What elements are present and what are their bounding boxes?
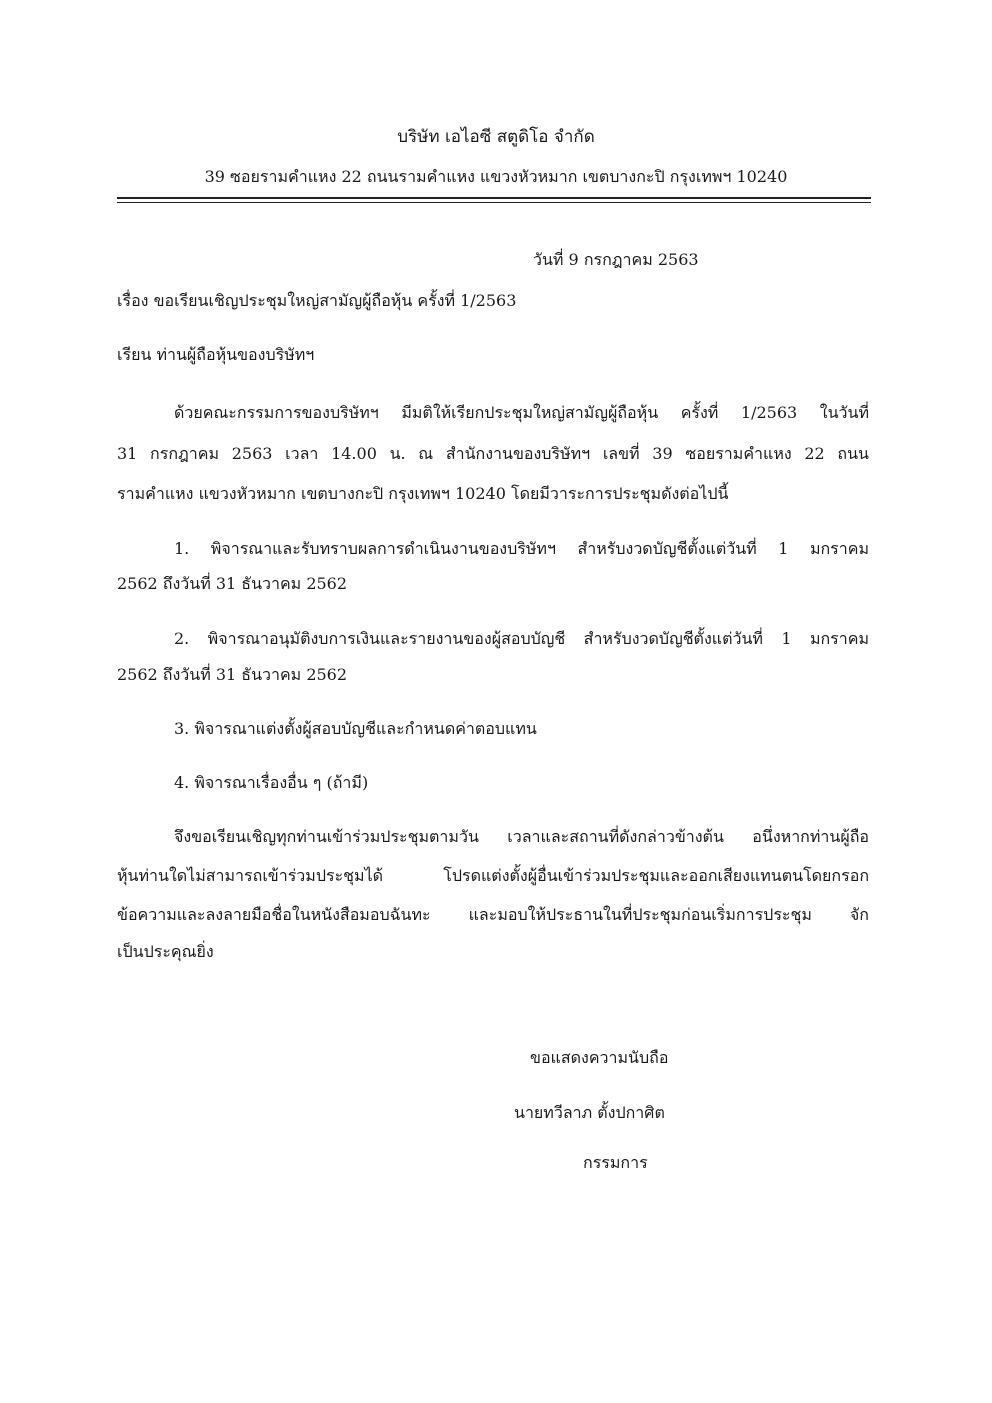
letter-salutation: เรียน ท่านผู้ถือหุ้นของบริษัทฯ — [117, 345, 315, 364]
signature-name: นายทวีลาภ ตั้งปกาศิต — [514, 1103, 665, 1122]
closing-line-2: หุ้นท่านใดไม่สามารถเข้าร่วมประชุมได้ โปรดแต่งตั้งผู้อื่นเข้าร่วมประชุมและออกเสียงแทนตนโดยกรอก — [117, 866, 869, 885]
agenda-item-2-line-1: 2. พิจารณาอนุมัติงบการเงินและรายงานของผู้สอบบัญชี สำหรับงวดบัญชีตั้งแต่วันที่ 1 มกราคม — [174, 629, 869, 648]
header-divider-thick — [117, 197, 871, 199]
intro-line-3: รามคำแหง แขวงหัวหมาก เขตบางกะปิ กรุงเทพฯ 10240 โดยมีวาระการประชุมดังต่อไปนี้ — [117, 484, 729, 503]
header-divider-thin — [117, 202, 871, 203]
agenda-item-2-line-2: 2562 ถึงวันที่ 31 ธันวาคม 2562 — [117, 665, 348, 684]
closing-line-1: จึงขอเรียนเชิญทุกท่านเข้าร่วมประชุมตามวัน เวลาและสถานที่ดังกล่าวข้างต้น อนึ่งหากท่านผู้ถือ — [174, 827, 869, 846]
closing-line-3: ข้อความและลงลายมือชื่อในหนังสือมอบฉันทะ และมอบให้ประธานในที่ประชุมก่อนเริ่มการประชุม จัก — [117, 905, 869, 924]
letter-subject: เรื่อง ขอเรียนเชิญประชุมใหญ่สามัญผู้ถือหุ้น ครั้งที่ 1/2563 — [117, 291, 517, 310]
agenda-item-1-line-2: 2562 ถึงวันที่ 31 ธันวาคม 2562 — [117, 574, 348, 593]
intro-line-1: ด้วยคณะกรรมการของบริษัทฯ มีมติให้เรียกประชุมใหญ่สามัญผู้ถือหุ้น ครั้งที่ 1/2563 ในวันที่ — [174, 403, 869, 422]
agenda-item-4: 4. พิจารณาเรื่องอื่น ๆ (ถ้ามี) — [174, 773, 369, 792]
company-address: 39 ซอยรามคำแหง 22 ถนนรามคำแหง แขวงหัวหมาก เขตบางกะปิ กรุงเทพฯ 10240 — [204, 167, 788, 186]
agenda-item-1-line-1: 1. พิจารณาและรับทราบผลการดำเนินงานของบริษัทฯ สำหรับงวดบัญชีตั้งแต่วันที่ 1 มกราคม — [174, 539, 869, 558]
letter-date: วันที่ 9 กรกฎาคม 2563 — [533, 250, 699, 269]
closing-line-4: เป็นประคุณยิ่ง — [117, 942, 214, 961]
signature-regards: ขอแสดงความนับถือ — [530, 1048, 669, 1067]
signature-title: กรรมการ — [583, 1153, 648, 1172]
company-name: บริษัท เอไอซี สตูดิโอ จำกัด — [397, 127, 595, 147]
agenda-item-3: 3. พิจารณาแต่งตั้งผู้สอบบัญชีและกำหนดค่าตอบแทน — [174, 719, 537, 738]
intro-line-2: 31 กรกฎาคม 2563 เวลา 14.00 น. ณ สำนักงานของบริษัทฯ เลขที่ 39 ซอยรามคำแหง 22 ถนน — [117, 444, 869, 463]
